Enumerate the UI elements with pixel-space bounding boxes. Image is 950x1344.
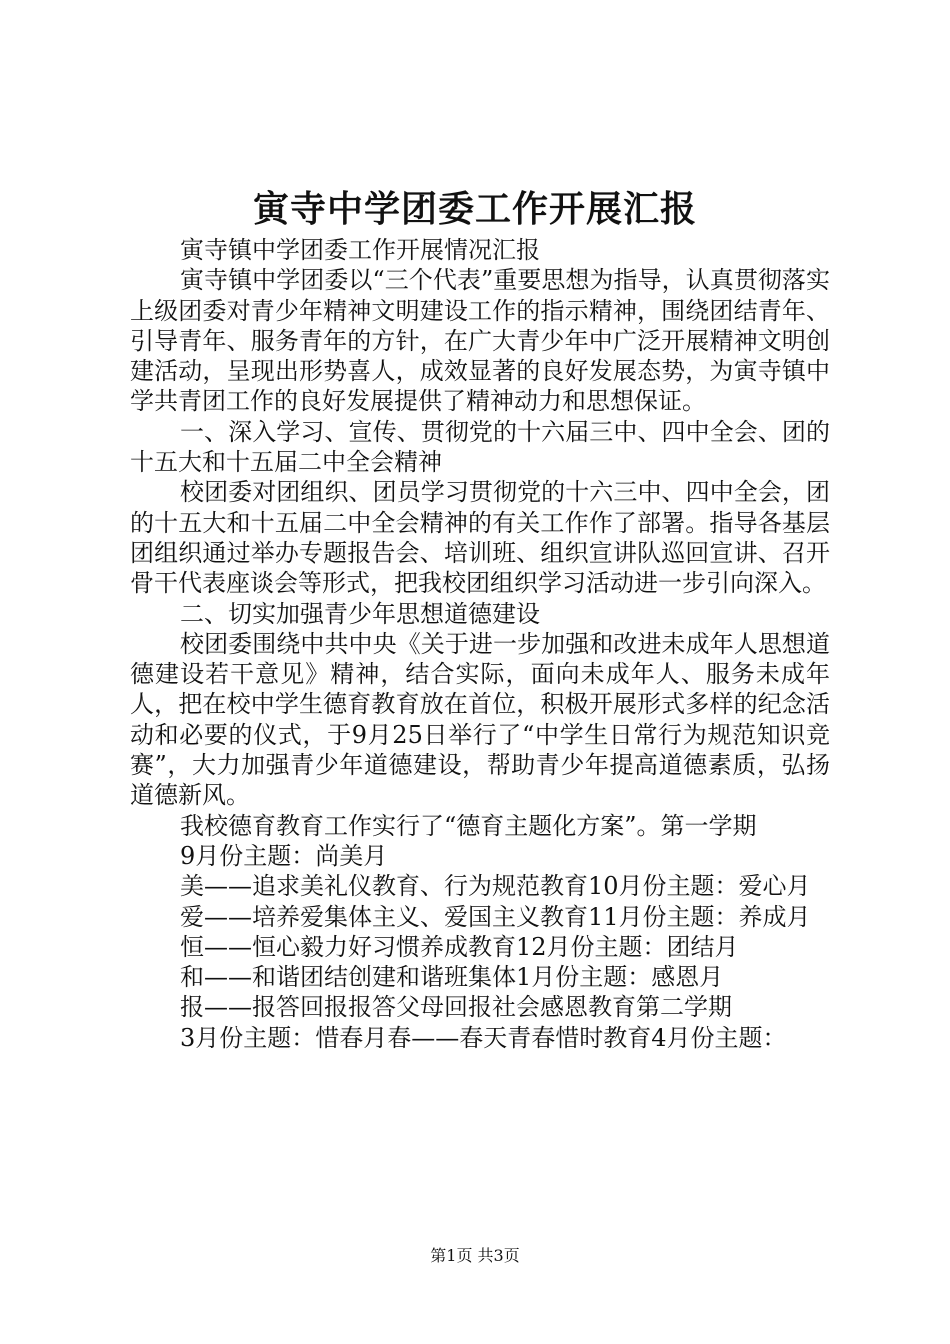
paragraph: 美——追求美礼仪教育、行为规范教育10月份主题：爱心月 [180,872,811,901]
paragraph: 寅寺镇中学团委工作开展情况汇报 [180,236,540,264]
paragraph: 校团委围绕中共中央《关于进一步加强和改进未成年人思想道德建设若干意见》精神，结合实际，面向未成年人、服务未成年人，把在校中学生德育教育放在首位，积极开展形式多样的纪念活动和必要的仪式，于9月25日举行了“中学生日常行为规范知识竞赛”，大力加强青少年道德建设，帮助青少年提高道德素质，弘扬道德新风。 [130,629,830,810]
paragraph: 3月份主题：惜春月春——春天青春惜时教育4月份主题： [180,1023,787,1052]
paragraph: 和——和谐团结创建和谐班集体1月份主题：感恩月 [180,963,724,992]
paragraph: 寅寺镇中学团委以“三个代表”重要思想为指导，认真贯彻落实上级团委对青少年精神文明建设工作的指示精神，围绕团结青年、引导青年、服务青年的方针，在广大青少年中广泛开展精神文明创建活动，呈现出形势喜人，成效显著的良好发展态势，为寅寺镇中学共青团工作的良好发展提供了精神动力和思想保证。 [130,266,830,416]
paragraph: 我校德育教育工作实行了“德育主题化方案”。第一学期 [180,811,757,840]
paragraph: 9月份主题：尚美月 [180,841,388,870]
paragraph: 校团委对团组织、团员学习贯彻党的十六三中、四中全会，团的十五大和十五届二中全会精神的有关工作作了部署。指导各基层团组织通过举办专题报告会、培训班、组织宣讲队巡回宣讲、召开骨干代表座谈会等形式，把我校团组织学习活动进一步引向深入。 [130,478,830,598]
document-body [130,235,830,1053]
paragraph: 报——报答回报报答父母回报社会感恩教育第二学期 [180,993,732,1022]
paragraph: 爱——培养爱集体主义、爱国主义教育11月份主题：养成月 [180,902,811,931]
paragraph: 恒——恒心毅力好习惯养成教育12月份主题：团结月 [180,932,739,961]
document-title: 寅寺中学团委工作开展汇报 [252,188,697,230]
page-footer: 第1页 共3页 [430,1246,520,1265]
section-heading: 一、深入学习、宣传、贯彻党的十六届三中、四中全会、团的十五大和十五届二中全会精神 [130,417,830,477]
section-heading: 二、切实加强青少年思想道德建设 [180,599,540,628]
